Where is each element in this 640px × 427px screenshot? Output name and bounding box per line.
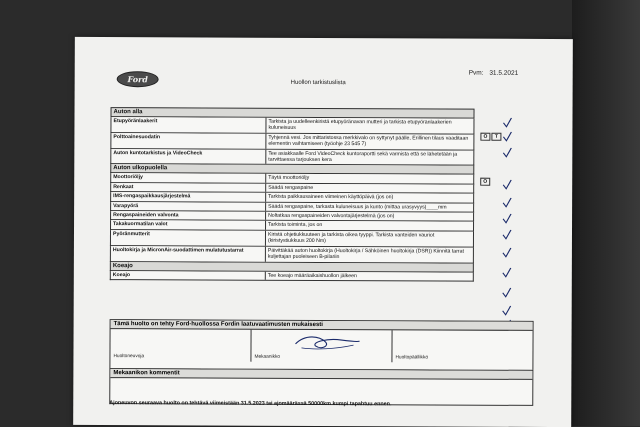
item-description: Tarkista toiminta, jos on (268, 222, 323, 229)
check-mark-icon (502, 227, 512, 237)
item-label: Takakuormatilan valot (111, 221, 266, 230)
check-mark-icon (502, 129, 512, 139)
item-description: Tee asiakkaalle Ford VideoCheck kuntoraportti sekä varmista että se lähetetään ja tarvittaessa tarjouksen kera (268, 150, 458, 164)
table-row (110, 230, 474, 247)
checklist-paper (73, 37, 573, 427)
item-description: Kiristä ohjetiukkuuteen ja tarkista oikea tyyppi. Tarkista vanteiden vauriot (kiristystiukkuus 200 Nm) (267, 231, 435, 245)
item-label: Huoltokirja ja MicronAir-suodattimen mulatutustarrat (111, 246, 266, 261)
section-header: Auton alla (110, 107, 474, 119)
comments-heading: Mekaanikon kommentit (110, 369, 532, 380)
check-mark-icon (502, 145, 512, 155)
item-description: Päivittäkää auton huoltokirja (Huoltokirja / Sähköinen huoltokirja (DSR)) Kiinnitä tarrat kuljettajan puoleiseen B-pilariin (267, 247, 465, 261)
table-row (110, 133, 474, 150)
signature-label: Huoltoneuvoja (113, 354, 145, 360)
table-row (110, 246, 474, 263)
item-label: Polttoainesuodatin (111, 133, 266, 148)
item-description: Säädä rengaspaine (268, 184, 314, 191)
checklist-table (110, 107, 475, 281)
check-mark-icon (502, 115, 512, 125)
signature-label: Mekaanikko (254, 354, 281, 360)
o-box (480, 178, 491, 186)
check-mark-icon (502, 177, 512, 187)
section-header: Koeajo (110, 262, 474, 273)
item-label: Koeajo (111, 271, 266, 280)
item-label: Etupyöränlaakerit (111, 117, 266, 132)
item-label: Pyöränmutterit (111, 230, 266, 245)
date-value: 31.5.2021 (489, 69, 519, 77)
item-label: Renkaat (111, 183, 266, 192)
check-mark-icon (502, 195, 512, 205)
check-mark-icon (502, 303, 512, 313)
signature-cell-manager (392, 330, 532, 363)
item-description: Tarkista ja uudelleenkiristä etupyöränavan mutteri ja tarkista etupyöränlaakerien kuluneisuus (268, 118, 452, 132)
signature-section (109, 319, 533, 371)
table-row (110, 117, 474, 134)
section-header: Auton ulkopuolella (110, 165, 474, 176)
signature-label: Huoltopäällikkö (395, 355, 428, 361)
item-description: Tarkista paikkausaineen viimeinen käyttöpäivä (jos on) (268, 194, 394, 201)
item-label: Varapyörä (111, 202, 266, 211)
item-label: Rengaspaineiden valvonta (111, 211, 266, 220)
item-description: Noltatkaa rengaspaineiden valvontajärjestelmä (jos on) (268, 212, 395, 220)
background-shadow (572, 0, 640, 426)
signature-row (110, 329, 532, 363)
check-column (502, 115, 517, 325)
check-mark-icon (502, 285, 512, 295)
table-row (110, 271, 474, 282)
signature-cell-advisor (110, 329, 251, 362)
handwritten-signature (291, 332, 361, 354)
box-o: O (480, 133, 490, 141)
item-label: IMS-rengaspaikkausjärjestelmä (111, 192, 266, 201)
item-description: Säädä rengaspaine, tarkasta kuluneisuus ja kunto (mittaa urasyvyys)____mm (268, 203, 447, 211)
box-o: O (480, 178, 490, 186)
item-description: Tee koeajo määräaikaishuollon jälkeen (267, 272, 357, 279)
item-description: Tyhjennä vesi. Jos mittaristossa merkkivalo on syttynyt päälle, Erillinen tilaus vaaditaan elementin vaihtamiseen (työohje 23 545 7) (268, 134, 469, 148)
check-mark-icon (502, 265, 512, 275)
item-label: Moottoriöljy (111, 174, 266, 183)
check-mark-icon (502, 211, 512, 221)
footer-note: Ajoneuvon seuraava huolto on tehtävä viimeistään 31.5.2023 tai ajomäärässä 50000km kumpi tapahtuu ennen. (109, 400, 392, 408)
box-t: T (491, 133, 501, 141)
signature-heading: Tämä huolto on tehty Ford-huollossa Fordin laatuvaatimusten mukaisesti (111, 320, 533, 331)
document-title: Huollon tarkistuslista (290, 79, 346, 87)
ot-boxes (480, 133, 502, 141)
item-label: Auton kuntotarkistus ja VideoCheck (111, 149, 266, 164)
signature-cell-mechanic (251, 330, 392, 363)
table-row (110, 149, 474, 166)
check-mark-icon (502, 245, 512, 255)
date-label: Pvm: (468, 69, 484, 77)
ford-logo: Ford (117, 71, 159, 87)
item-description: Täytä moottoriöljy (268, 175, 310, 182)
date-field (469, 70, 519, 77)
